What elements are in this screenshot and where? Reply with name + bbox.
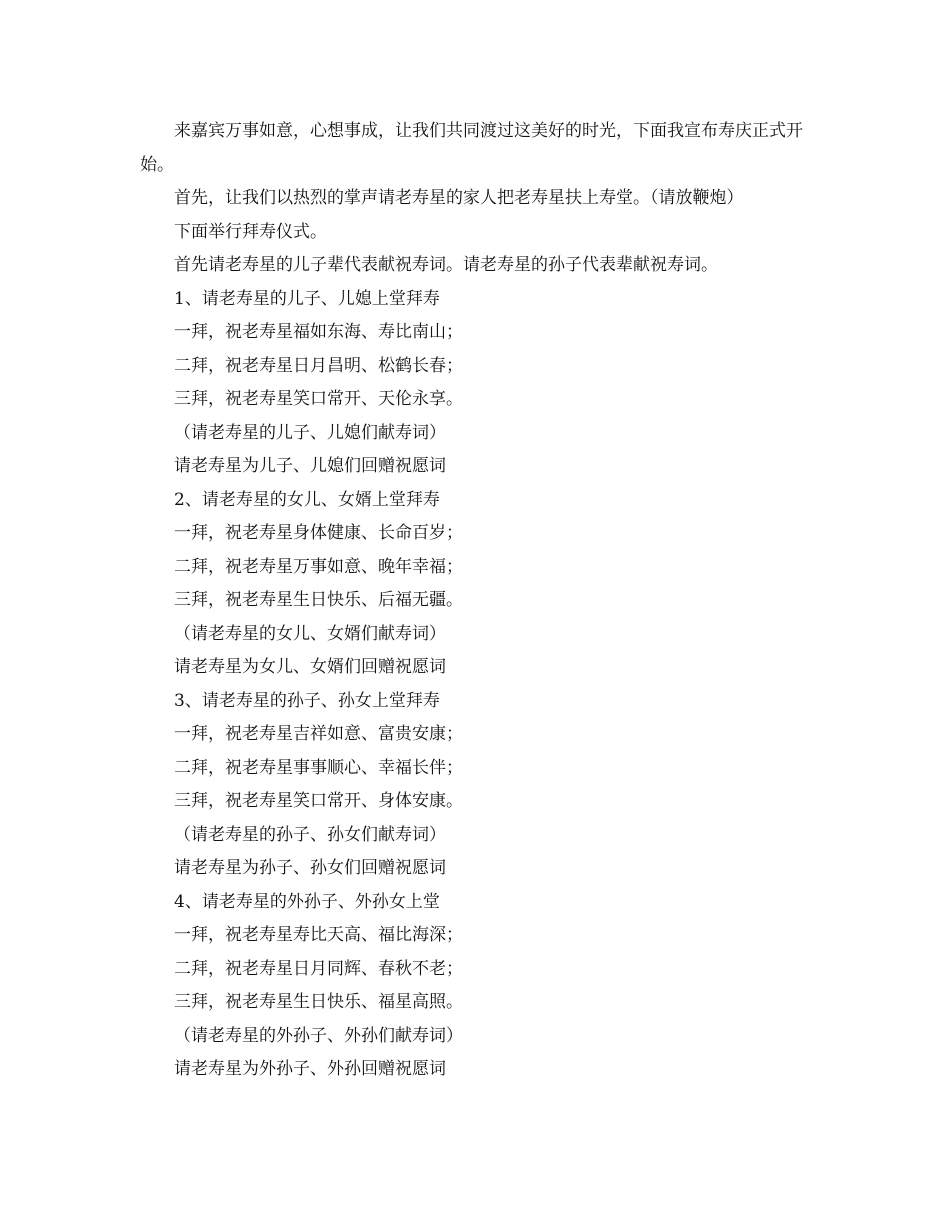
- text-line: 三拜，祝老寿星生日快乐、福星高照。: [174, 992, 463, 1012]
- text-line: 请老寿星为孙子、孙女们回赠祝愿词: [174, 858, 446, 878]
- text-line: 一拜，祝老寿星寿比天高、福比海深；: [174, 925, 463, 945]
- text-line: 4、请老寿星的外孙子、外孙女上堂: [174, 891, 440, 912]
- text-line: 三拜，祝老寿星笑口常开、天伦永享。: [174, 389, 463, 409]
- text-line: 一拜，祝老寿星福如东海、寿比南山；: [174, 322, 463, 342]
- text-line: 三拜，祝老寿星生日快乐、后福无疆。: [174, 590, 463, 610]
- text-line: （请老寿星的儿子、儿媳们献寿词）: [174, 422, 446, 443]
- text-line: 请老寿星为女儿、女婿们回赠祝愿词: [174, 657, 446, 677]
- text-line: 二拜，祝老寿星日月同辉、春秋不老；: [174, 958, 463, 979]
- text-line: 二拜，祝老寿星万事如意、晚年幸福；: [174, 556, 463, 577]
- text-line: （请老寿星的孙子、孙女们献寿词）: [174, 824, 446, 845]
- text-line: 下面举行拜寿仪式。: [174, 221, 327, 242]
- text-line: 请老寿星为外孙子、外孙回赠祝愿词: [174, 1059, 446, 1079]
- document-body: [140, 115, 820, 1087]
- intro-paragraph: 来嘉宾万事如意，心想事成，让我们共同渡过这美好的时光，下面我宣布寿庆正式开始。: [140, 121, 803, 175]
- text-line: 二拜，祝老寿星日月昌明、松鹤长春；: [174, 355, 463, 376]
- text-line: 首先，让我们以热烈的掌声请老寿星的家人把老寿星扶上寿堂。（请放鞭炮）: [174, 188, 744, 208]
- text-line: （请老寿星的外孙子、外孙们献寿词）: [174, 1025, 463, 1046]
- text-line: 1、请老寿星的儿子、儿媳上堂拜寿: [174, 288, 440, 309]
- text-line: 请老寿星为儿子、儿媳们回赠祝愿词: [174, 456, 446, 476]
- text-line: （请老寿星的女儿、女婿们献寿词）: [174, 623, 446, 644]
- text-line: 3、请老寿星的孙子、孙女上堂拜寿: [174, 690, 440, 711]
- text-line: 一拜，祝老寿星吉祥如意、富贵安康；: [174, 724, 463, 744]
- text-line: 二拜，祝老寿星事事顺心、幸福长伴；: [174, 757, 463, 778]
- text-line: 一拜，祝老寿星身体健康、长命百岁；: [174, 523, 463, 543]
- text-line: 三拜，祝老寿星笑口常开、身体安康。: [174, 791, 463, 811]
- text-line: 首先请老寿星的儿子辈代表献祝寿词。请老寿星的孙子代表辈献祝寿词。: [174, 255, 718, 275]
- text-line: 2、请老寿星的女儿、女婿上堂拜寿: [174, 489, 440, 510]
